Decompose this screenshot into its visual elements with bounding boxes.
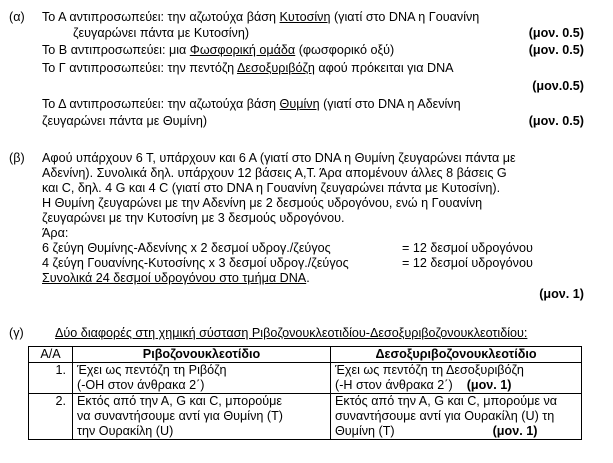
part-b-total: Συνολικά 24 δεσμοί υδρογόνου στο τμήμα DNA. <box>42 271 310 285</box>
part-b-calc-2: 4 ζεύγη Γουανίνης-Κυτοσίνης x 3 δεσμοί υδρογ./ζεύγος <box>42 256 349 270</box>
part-b-calc-1: 6 ζεύγη Θυμίνης-Αδενίνης x 2 δεσμοί υδρογ./ζεύγος <box>42 241 331 255</box>
part-b-line-4: Η Θυμίνη ζευγαρώνει με την Αδενίνη με 2 δεσμούς υδρογόνου, ενώ η Γουανίνη <box>42 196 483 210</box>
part-a-line-4: Το Γ αντιπροσωπεύει: την πεντόζη Δεσοξυριβόζη αφού πρόκειται για DNA <box>42 61 454 75</box>
header-ribonucleotide: Ριβοζονουκλεοτίδιο <box>73 347 331 363</box>
part-b-label: (β) <box>9 151 25 165</box>
part-b-mark: (μον. 1) <box>539 287 584 301</box>
row-deoxy-cell: Εκτός από την Α, G και C, μπορούμε να συναντήσουμε αντί για Ουρακίλη (U) τη Θυμίνη (Τ) (μον. 1) <box>331 394 582 440</box>
part-a-label: (α) <box>9 10 25 24</box>
part-c-label: (γ) <box>9 326 24 340</box>
part-b-line-3: και C, δηλ. 4 G και 4 C (γιατί στο DNA η Γουανίνη ζευγαρώνει πάντα με Κυτοσίνη). <box>42 181 501 195</box>
row-mark: (μον. 1) <box>492 424 538 438</box>
part-a-mark-4: (μον. 0.5) <box>528 114 584 128</box>
part-a-line-1: Το Α αντιπροσωπεύει: την αζωτούχα βάση Κυτοσίνη (γιατί στο DNA η Γουανίνη <box>42 10 480 24</box>
part-b-calc-2-result: = 12 δεσμοί υδρογόνου <box>402 256 533 270</box>
row-deoxy-cell: Έχει ως πεντόζη τη Δεσοξυριβόζη (-Η στον άνθρακα 2΄) (μον. 1) <box>331 363 582 394</box>
part-a-mark-3: (μον.0.5) <box>532 79 584 93</box>
row-ribo-cell: Έχει ως πεντόζη τη Ριβόζη (-ΟΗ στον άνθρακα 2΄) <box>73 363 331 394</box>
part-b-calc-1-result: = 12 δεσμοί υδρογόνου <box>402 241 533 255</box>
part-a-line-2: ζευγαρώνει πάντα με Κυτοσίνη) <box>73 26 250 40</box>
part-c-title: Δύο διαφορές στη χημική σύσταση Ριβοζονουκλεοτιδίου-Δεσοξυριβοζονουκλεοτιδίου: <box>55 326 528 340</box>
part-a-line-6: ζευγαρώνει πάντα με Θυμίνη) <box>42 114 208 128</box>
part-b-line-6: Άρα: <box>42 226 69 240</box>
comparison-table <box>28 346 582 440</box>
part-a-line-5: Το Δ αντιπροσωπεύει: την αζωτούχα βάση Θυμίνη (γιατί στο DNA η Αδενίνη <box>42 97 461 111</box>
header-index: Α/Α <box>29 347 73 363</box>
part-b-line-5: ζευγαρώνει με την Κυτοσίνη με 3 δεσμούς υδρογόνου. <box>42 211 345 225</box>
table-row <box>29 363 582 394</box>
table-header-row <box>29 347 582 363</box>
row-ribo-cell: Εκτός από την Α, G και C, μπορούμε να συναντήσουμε αντί για Θυμίνη (Τ) την Ουρακίλη (U) <box>73 394 331 440</box>
part-b-line-1: Αφού υπάρχουν 6 Τ, υπάρχουν και 6 Α (γιατί στο DNA η Θυμίνη ζευγαρώνει πάντα με <box>42 151 516 165</box>
header-deoxyribonucleotide: Δεσοξυριβοζονουκλεοτίδιο <box>331 347 582 363</box>
table-row <box>29 394 582 440</box>
row-number: 2. <box>29 394 73 440</box>
part-b-line-2: Αδενίνη). Συνολικά δηλ. υπάρχουν 12 βάσεις Α,Τ. Άρα απομένουν άλλες 8 βάσεις G <box>42 166 507 180</box>
row-mark: (μον. 1) <box>466 378 512 392</box>
row-number: 1. <box>29 363 73 394</box>
part-a-line-3: Το Β αντιπροσωπεύει: μια Φωσφορική ομάδα (φωσφορικό οξύ) <box>42 43 395 57</box>
part-a-mark-1: (μον. 0.5) <box>528 26 584 40</box>
part-a-mark-2: (μον. 0.5) <box>528 43 584 57</box>
